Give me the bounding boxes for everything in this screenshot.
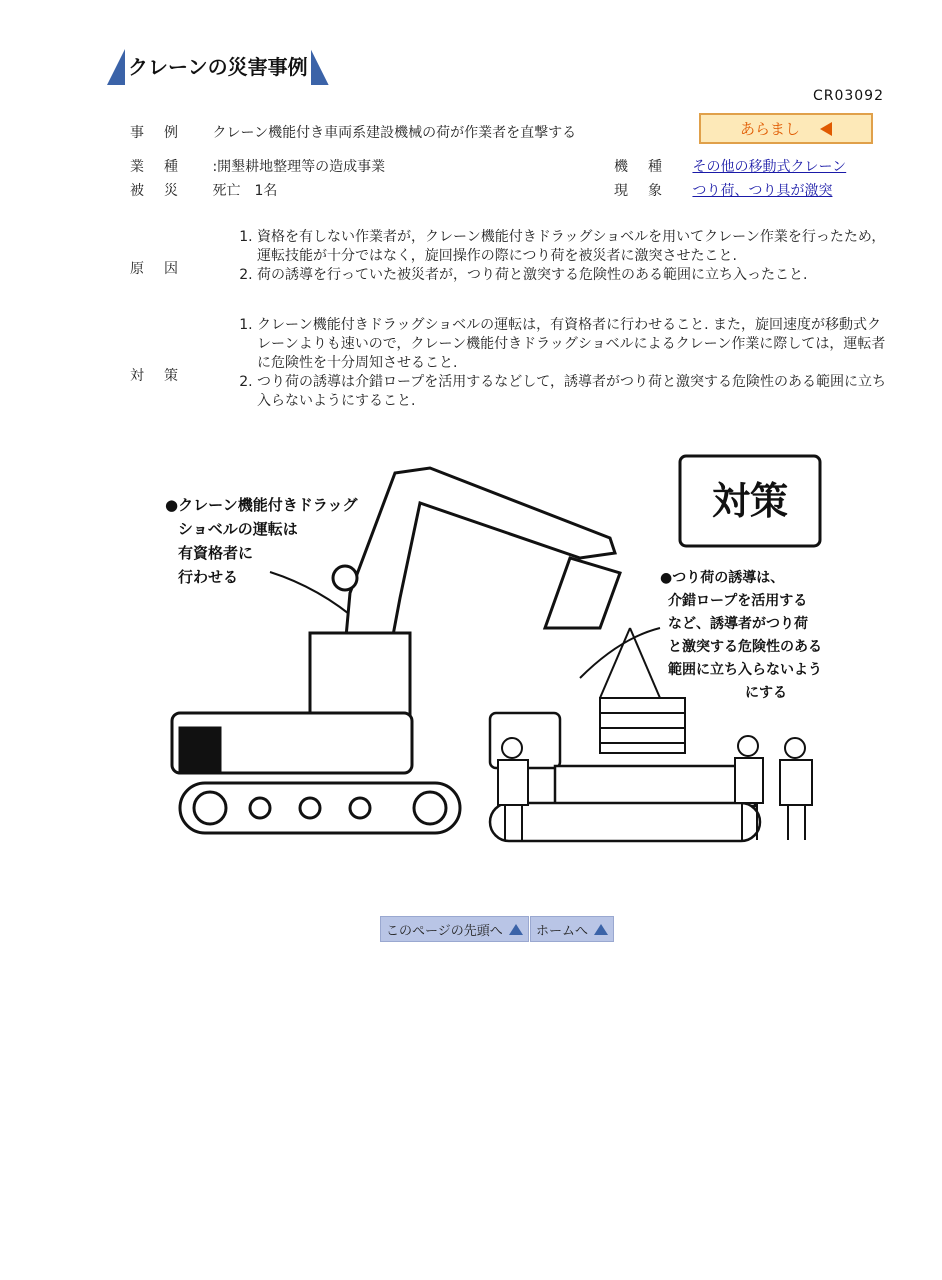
casualty-value: 死亡 1名	[212, 183, 278, 199]
title-flag-right	[311, 49, 329, 85]
note-right-line: など、誘導者がつり荷	[668, 616, 808, 632]
phenomenon-row	[614, 180, 832, 200]
measure-label-row	[130, 365, 198, 385]
measure-item: 1. クレーン機能付きドラッグショベルの運転は，有資格者に行わせること. また，旋回速度が移動式クレーンよりも速いので，クレーン機能付きドラッグショベルによるクレーン作業に際しては，運転者に危険性を十分周知させること.	[257, 316, 887, 373]
page-title	[107, 49, 329, 85]
note-left-line: 行わせる	[178, 568, 239, 586]
note-right-line: にする	[745, 685, 787, 701]
phenomenon-link[interactable]: つり荷、つり具が激突	[692, 183, 833, 199]
cause-item: 2. 荷の誘導を行っていた被災者が，つり荷と激突する危険性のある範囲に立ち入ったこと.	[257, 266, 887, 285]
measure-list	[237, 316, 887, 411]
arasumashi-label: あらまし	[739, 120, 800, 138]
up-arrow-icon	[509, 924, 523, 935]
note-right	[660, 569, 827, 701]
note-right-line: 範囲に立ち入らないよう	[668, 662, 822, 678]
casualty-label: 被災	[130, 183, 198, 199]
phenomenon-label: 現象	[614, 183, 682, 199]
cause-label-row	[130, 258, 198, 278]
illustration-svg	[160, 448, 830, 858]
cause-label: 原因	[130, 261, 198, 277]
case-code: CR03092	[812, 88, 884, 104]
page-title-text: クレーンの災害事例	[128, 55, 308, 79]
machine-label: 機種	[614, 159, 682, 175]
note-left-line: ●クレーン機能付きドラッグ	[165, 496, 358, 514]
industry-label: 業種	[130, 159, 198, 175]
measure-label: 対策	[130, 368, 198, 384]
up-arrow-icon	[594, 924, 608, 935]
industry-row	[130, 156, 385, 176]
case-value: クレーン機能付き車両系建設機械の荷が作業者を直撃する	[212, 125, 577, 141]
casualty-row	[130, 180, 277, 200]
machine-link[interactable]: その他の移動式クレーン	[692, 159, 847, 175]
cause-list	[237, 228, 887, 285]
accident-illustration	[160, 448, 830, 858]
note-left-line: 有資格者に	[178, 544, 254, 562]
measure-box-label: 対策	[711, 479, 789, 523]
home-button[interactable]	[530, 916, 614, 942]
case-row	[130, 122, 576, 142]
note-right-line: 介錯ロープを活用する	[668, 593, 808, 609]
industry-value: :開墾耕地整理等の造成事業	[212, 159, 386, 175]
cause-item: 1. 資格を有しない作業者が，クレーン機能付きドラッグショベルを用いてクレーン作業を行ったため，運転技能が十分ではなく，旋回操作の際につり荷を被災者に激突させたこと.	[257, 228, 887, 266]
page-top-label: このページの先頭へ	[386, 923, 503, 939]
machine-row	[614, 156, 846, 176]
note-right-line: ●つり荷の誘導は、	[660, 570, 785, 586]
title-flag-left	[107, 49, 125, 85]
home-label: ホームへ	[536, 923, 589, 939]
case-label: 事例	[130, 125, 198, 141]
measure-item: 2. つり荷の誘導は介錯ロープを活用するなどして，誘導者がつり荷と激突する危険性のある範囲に立ち入らないようにすること.	[257, 373, 887, 411]
note-left-line: ショベルの運転は	[178, 520, 298, 538]
note-right-line: と激突する危険性のある	[668, 639, 822, 655]
arasumashi-button[interactable]	[699, 113, 873, 144]
page-top-button[interactable]	[380, 916, 529, 942]
left-arrow-icon	[820, 122, 832, 136]
